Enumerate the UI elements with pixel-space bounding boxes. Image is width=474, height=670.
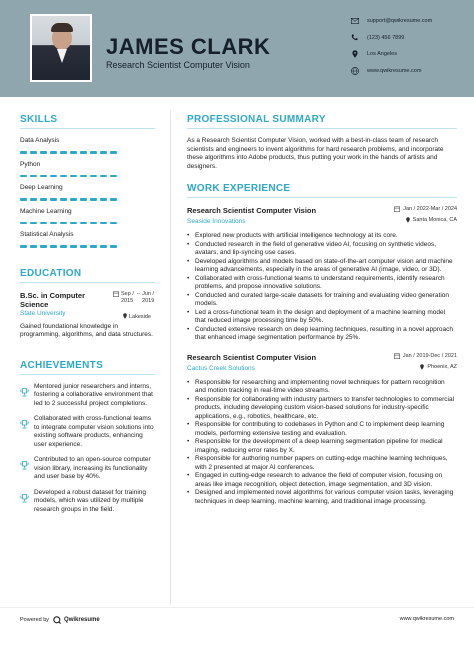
bullet-dot: • xyxy=(187,438,190,445)
pin-icon xyxy=(123,313,127,322)
jobs-list xyxy=(187,206,457,506)
skill-level-segment xyxy=(60,151,67,154)
email-icon xyxy=(350,17,359,26)
skill-level-segment xyxy=(90,198,97,201)
website-text: www.qwikresume.com xyxy=(367,67,422,74)
experience-section xyxy=(187,183,457,506)
qwikresume-logo-icon xyxy=(53,616,61,624)
achievement-icon xyxy=(20,457,34,482)
skill-item xyxy=(20,208,155,225)
education-school: State University xyxy=(20,309,66,317)
education-dates: Sep / 2015 – Jun / 2019 xyxy=(113,291,156,305)
achievements-section xyxy=(20,360,155,515)
education-heading: EDUCATION xyxy=(20,267,82,279)
skill-level-bar xyxy=(20,175,155,178)
achievement-text: Contributed to an open-source computer vision library, increasing its functionality and user base by 40%. xyxy=(34,456,151,480)
skill-level-segment xyxy=(40,245,47,248)
bullet-dot: • xyxy=(187,232,190,239)
skill-item xyxy=(20,137,155,154)
skill-item xyxy=(20,231,155,248)
skill-name: Statistical Analysis xyxy=(20,231,74,238)
job-bullet-text: Responsible for authoring number papers on cutting-edge machine learning techniques, with 2 presented at major AI conferences. xyxy=(195,455,448,471)
job-bullet xyxy=(187,241,457,258)
job-company: Seaside Innovations xyxy=(187,218,246,225)
bullet-dot: • xyxy=(187,421,190,428)
skill-level-segment xyxy=(100,245,107,248)
experience-heading-rule xyxy=(187,197,457,198)
calendar-icon xyxy=(394,206,400,212)
job-bullet-text: Conducted research in the field of generative video AI, focusing on synthetic videos, avatars, and lip-syncing use cases. xyxy=(195,240,437,256)
skill-level-segment xyxy=(90,175,97,178)
pin-icon xyxy=(406,217,410,223)
job-bullet xyxy=(187,455,457,472)
summary-heading: PROFESSIONAL SUMMARY xyxy=(187,114,326,125)
job-bullet-text: Responsible for contributing to codebases in Python and C to implement deep learning models, performing extensive testing and evaluation. xyxy=(195,421,445,437)
skill-level-segment xyxy=(50,175,57,178)
education-description: Gained foundational knowledge in programming, algorithms, and data structures. xyxy=(20,322,153,338)
job-entry xyxy=(187,206,457,343)
footer-brand: Qwikresume xyxy=(64,617,100,623)
bullet-dot: • xyxy=(187,395,190,403)
summary-text: As a Research Scientist Computer Vision, worked with a best-in-class team of research scientists and engineers to invent algorithms for hard research problems, and incorporate these algorithms into Adobe products, thus putting your work in the hands of artists and designers. xyxy=(187,137,444,170)
job-title: Research Scientist Computer Vision xyxy=(187,206,317,215)
achievement-item xyxy=(20,415,155,449)
footer-url[interactable]: www.qwikresume.com xyxy=(399,616,454,622)
skill-level-segment xyxy=(110,151,117,154)
header-band xyxy=(0,0,474,97)
calendar-icon xyxy=(113,291,119,300)
bullet-dot: • xyxy=(187,325,190,333)
location-pin-icon xyxy=(350,50,359,59)
skill-level-segment xyxy=(110,198,117,201)
bullet-dot: • xyxy=(187,489,190,496)
skills-list xyxy=(20,137,155,248)
summary-heading-rule xyxy=(187,128,457,129)
job-location-text: Phoenix, AZ xyxy=(427,363,457,370)
job-dates xyxy=(394,353,457,359)
achievement-icon xyxy=(20,384,34,409)
skill-level-segment xyxy=(110,222,117,225)
skill-level-segment xyxy=(60,222,67,225)
education-location: Lakeside xyxy=(123,313,151,322)
skill-level-segment xyxy=(110,245,117,248)
achievement-icon xyxy=(20,490,34,515)
skill-level-segment xyxy=(90,151,97,154)
summary-section xyxy=(187,114,457,171)
job-title: Research Scientist Computer Vision xyxy=(187,352,317,362)
skill-level-segment xyxy=(90,222,97,225)
achievements-heading: ACHIEVEMENTS xyxy=(20,359,104,371)
education-entry xyxy=(20,291,155,340)
job-bullet-text: Led a cross-functional team in the design and deployment of a machine learning model that reduced image processing time by 50%. xyxy=(195,308,446,324)
skill-level-segment xyxy=(100,198,107,201)
job-entry xyxy=(187,353,457,507)
skill-level-bar xyxy=(20,151,155,154)
skill-level-segment xyxy=(60,245,67,248)
contact-location xyxy=(350,46,472,63)
achievement-icon xyxy=(20,416,34,449)
bullet-dot: • xyxy=(187,257,190,265)
skill-level-segment xyxy=(20,245,27,248)
job-bullet xyxy=(187,292,457,309)
bullet-dot: • xyxy=(187,308,190,316)
job-company: Cactus Creek Solutions xyxy=(187,364,255,372)
skill-level-segment xyxy=(100,151,107,154)
skill-level-segment xyxy=(30,151,37,154)
job-bullet-text: Engaged in cutting-edge research to advance the field of computer vision, focusing on areas like image recognition, object detection, image segmentation, and 3D vision. xyxy=(195,472,443,488)
calendar-icon xyxy=(394,353,400,359)
job-bullet xyxy=(187,275,457,292)
skill-level-segment xyxy=(70,175,77,178)
bullet-dot: • xyxy=(187,291,190,299)
skill-level-segment xyxy=(110,175,117,178)
education-degree: B.Sc. in Computer Science xyxy=(20,290,86,309)
job-bullet-text: Responsible for collaborating with industry partners to transfer technologies to commercial products, including developing custom vision-based solutions for industry-specific applications, e.g., robotics, healthcare, etc. xyxy=(195,395,455,420)
skill-level-segment xyxy=(20,175,27,178)
job-bullet xyxy=(187,472,457,489)
skill-level-segment xyxy=(80,151,87,154)
skill-level-segment xyxy=(70,245,77,248)
column-divider xyxy=(170,110,171,605)
job-bullet xyxy=(187,309,457,326)
skills-heading: SKILLS xyxy=(20,114,58,125)
bullet-dot: • xyxy=(187,240,190,248)
candidate-title: Research Scientist Computer Vision xyxy=(106,60,250,70)
skills-section xyxy=(20,114,155,248)
bullet-dot: • xyxy=(187,378,190,386)
job-bullet xyxy=(187,421,457,438)
skill-level-bar xyxy=(20,222,155,225)
skill-level-segment xyxy=(40,175,47,178)
skills-heading-rule xyxy=(20,128,155,129)
achievement-text: Developed a robust dataset for training models, which was utilized by multiple research groups in the field. xyxy=(34,488,147,513)
email-text: support@qwikresume.com xyxy=(367,18,433,25)
job-location-text: Santa Monica, CA xyxy=(412,217,457,223)
skill-level-segment xyxy=(40,151,47,154)
skill-level-segment xyxy=(20,151,27,154)
skill-level-segment xyxy=(50,198,57,201)
skill-level-segment xyxy=(60,175,67,178)
skill-level-segment xyxy=(20,198,27,201)
skill-level-segment xyxy=(50,245,57,248)
job-bullet xyxy=(187,232,457,241)
left-column xyxy=(20,114,155,521)
bullet-dot: • xyxy=(187,274,190,282)
job-dates xyxy=(394,206,457,212)
candidate-name: JAMES CLARK xyxy=(106,34,271,59)
skill-level-segment xyxy=(70,222,77,225)
job-dates-text: Jan / 2019-Dec / 2021 xyxy=(402,352,457,359)
skill-level-bar xyxy=(20,198,155,201)
achievement-text: Mentored junior researchers and interns, fostering a collaborative environment that led to 2 successful project completions. xyxy=(34,382,153,407)
location-text: Los Angeles xyxy=(367,51,397,58)
job-bullets xyxy=(187,232,457,343)
job-bullet-text: Responsible for the development of a deep learning segmentation pipeline for medical imaging, reducing error rates by X. xyxy=(195,438,443,454)
job-bullet-text: Collaborated with cross-functional teams to understand requirements, identify research problems, and propose innovative solutions. xyxy=(195,274,445,290)
job-bullet-text: Conducted and curated large-scale datasets for training and evaluating video generation models. xyxy=(195,291,450,307)
skill-level-segment xyxy=(50,151,57,154)
job-bullet-text: Designed and implemented novel algorithms for various computer vision tasks, leveraging techniques in deep learning, machine learning, and traditional image processing. xyxy=(195,489,454,505)
education-heading-rule xyxy=(20,282,155,283)
right-column xyxy=(187,114,457,516)
skill-name: Python xyxy=(20,160,41,168)
skill-level-segment xyxy=(90,245,97,248)
skill-level-segment xyxy=(100,222,107,225)
skill-name: Deep Learning xyxy=(20,184,63,191)
achievement-item xyxy=(20,383,155,409)
skill-level-segment xyxy=(100,175,107,178)
achievement-text: Collaborated with cross-functional teams to integrate computer vision solutions into existing software products, enhancing user experience. xyxy=(34,415,154,448)
contact-block xyxy=(350,13,472,79)
globe-icon xyxy=(350,66,359,75)
bullet-dot: • xyxy=(187,455,190,462)
job-bullet-text: Explored new products with artificial intelligence technology at its core. xyxy=(195,232,398,239)
profile-photo xyxy=(30,14,92,82)
skill-level-bar xyxy=(20,245,155,248)
job-dates-text: Jan / 2022-Mar / 2024 xyxy=(403,206,457,212)
job-bullet-text: Responsible for researching and implementing novel techniques for pattern recognition and motion tracking in real-time video streams. xyxy=(195,378,445,394)
skill-level-segment xyxy=(50,222,57,225)
contact-phone xyxy=(350,30,472,47)
pin-icon xyxy=(420,364,424,370)
job-bullet-text: Conducted extensive research on deep learning techniques, resulting in a novel approach that enhanced image segmentation performance by 25%. xyxy=(195,325,454,341)
skill-level-segment xyxy=(70,198,77,201)
job-bullet xyxy=(187,379,457,396)
skill-item xyxy=(20,161,155,178)
education-end: Jun / 2019 xyxy=(142,290,155,304)
skill-name: Data Analysis xyxy=(20,137,60,144)
job-bullet xyxy=(187,489,457,506)
achievements-heading-rule xyxy=(20,374,155,375)
education-start: Sep / 2015 xyxy=(121,290,134,304)
experience-heading: WORK EXPERIENCE xyxy=(187,183,291,194)
job-bullet xyxy=(187,438,457,455)
skill-name: Machine Learning xyxy=(20,207,72,215)
skill-level-segment xyxy=(60,198,67,201)
job-bullet-text: Developed algorithms and models based on state-of-the-art computer vision and machine learning advancements, especially in the areas of generative AI (image, video, or 3D). xyxy=(195,257,453,273)
skill-level-segment xyxy=(70,151,77,154)
job-bullet xyxy=(187,326,457,343)
job-bullet xyxy=(187,258,457,275)
skill-level-segment xyxy=(80,245,87,248)
job-bullets xyxy=(187,379,457,507)
achievements-list xyxy=(20,383,155,515)
skill-level-segment xyxy=(30,222,37,225)
job-bullet xyxy=(187,396,457,422)
contact-email[interactable] xyxy=(350,13,472,30)
achievement-item xyxy=(20,489,155,515)
skill-level-segment xyxy=(20,222,27,225)
achievement-item xyxy=(20,456,155,482)
skill-level-segment xyxy=(30,245,37,248)
skill-level-segment xyxy=(80,222,87,225)
skill-level-segment xyxy=(40,198,47,201)
powered-by: Powered by Qwikresume xyxy=(20,617,100,623)
skill-item xyxy=(20,184,155,201)
skill-level-segment xyxy=(80,198,87,201)
footer xyxy=(0,607,474,630)
skill-level-segment xyxy=(30,175,37,178)
job-location xyxy=(420,364,457,370)
education-section xyxy=(20,268,155,340)
skill-level-segment xyxy=(40,222,47,225)
phone-icon xyxy=(350,33,359,42)
phone-text: (123) 456 7899 xyxy=(367,34,405,41)
skill-level-segment xyxy=(80,175,87,178)
bullet-dot: • xyxy=(187,472,190,479)
job-location xyxy=(406,217,457,223)
contact-website[interactable] xyxy=(350,63,472,80)
skill-level-segment xyxy=(30,198,37,201)
